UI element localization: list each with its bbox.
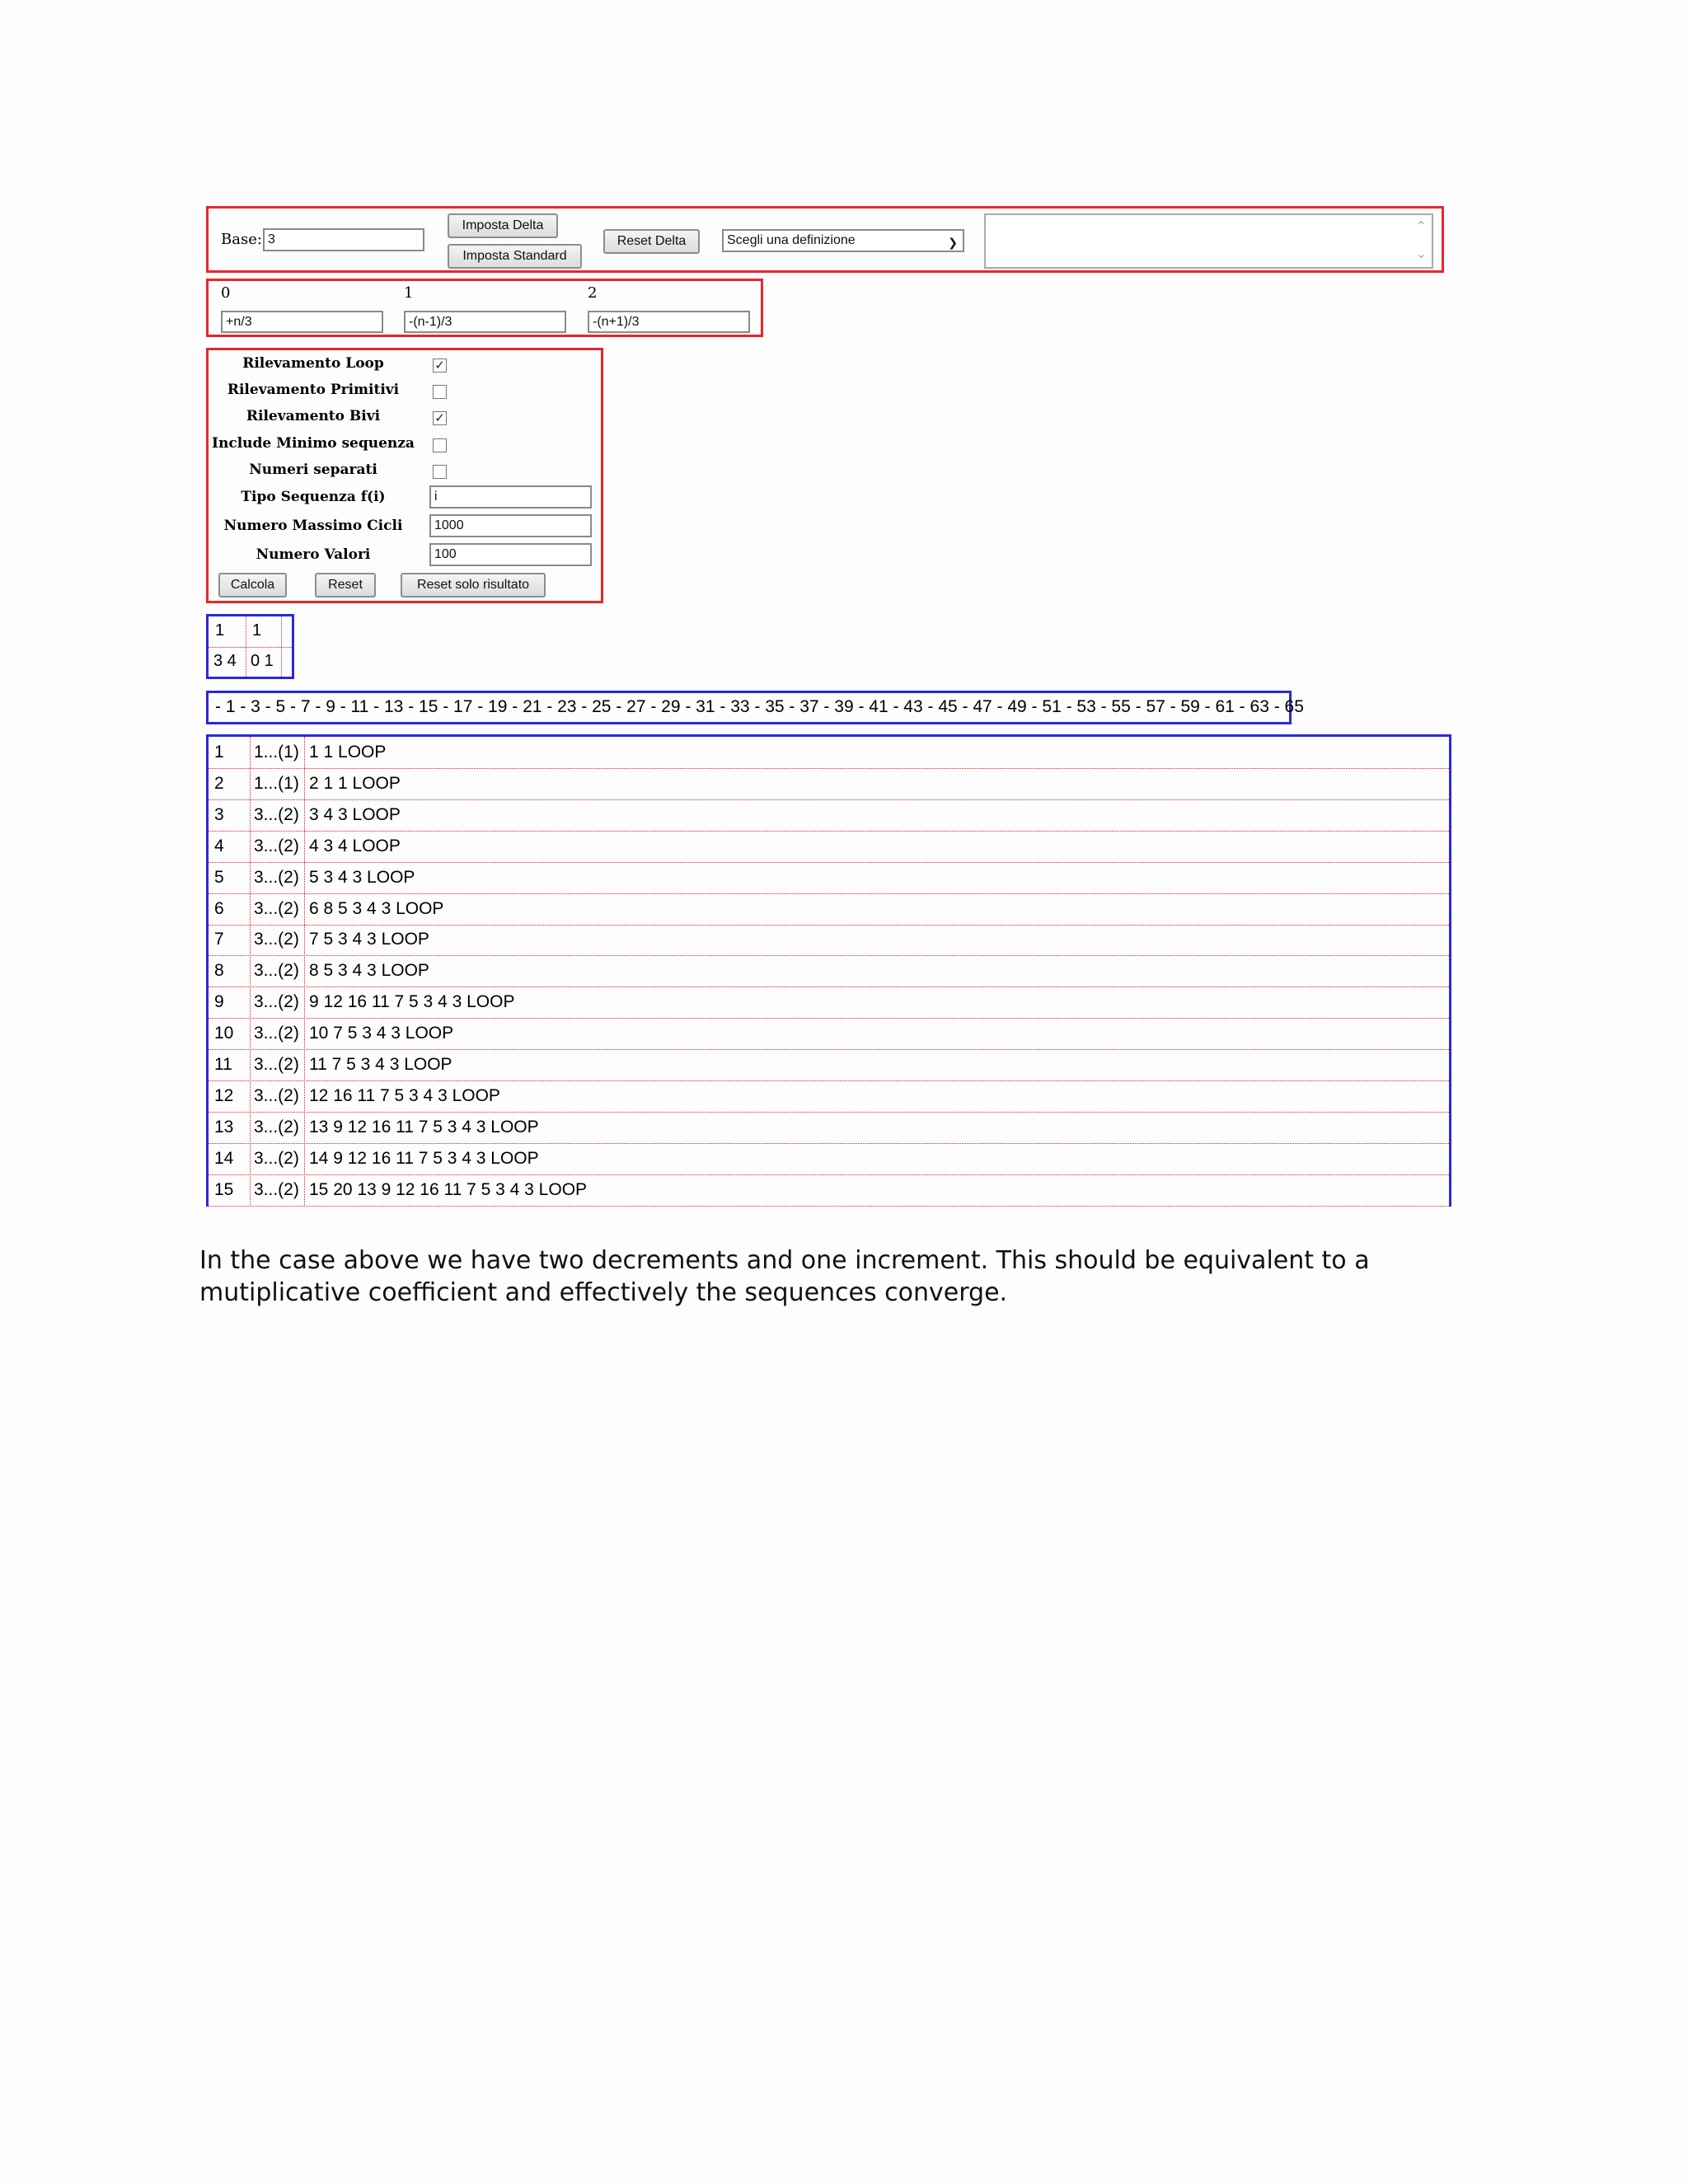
tipo-sequenza-label: Tipo Sequenza f(i): [241, 489, 386, 505]
table-row: [209, 1049, 1449, 1081]
row-number: 8: [214, 961, 224, 981]
row-number: 13: [214, 1117, 234, 1137]
table-row: [209, 862, 1449, 894]
rilevamento-loop-label: Rilevamento Loop: [242, 355, 384, 372]
row-loop: 3...(2): [254, 992, 299, 1012]
row-number: 6: [214, 898, 224, 918]
row-number: 2: [214, 773, 224, 793]
delta-header-1: 1: [404, 284, 414, 302]
summary-table: [206, 614, 294, 679]
table-row: [209, 1174, 1449, 1207]
row-loop: 3...(2): [254, 898, 299, 918]
scroll-up-icon[interactable]: ⌃: [1415, 218, 1427, 234]
options-panel: [206, 348, 603, 603]
summary-cell: 3 4: [213, 652, 237, 670]
table-row: [209, 799, 1449, 832]
table-row: [209, 924, 1449, 956]
row-sequence: 8 5 3 4 3 LOOP: [309, 961, 429, 981]
row-loop: 3...(2): [254, 804, 299, 824]
row-sequence: 12 16 11 7 5 3 4 3 LOOP: [309, 1085, 500, 1105]
numeri-separati-label: Numeri separati: [249, 462, 377, 478]
numeri-separati-checkbox[interactable]: [433, 465, 447, 479]
base-label: Base:: [221, 231, 262, 248]
reset-delta-button[interactable]: Reset Delta: [603, 229, 700, 254]
delta-input-0[interactable]: +n/3: [221, 311, 383, 333]
table-row: [209, 831, 1449, 863]
row-number: 9: [214, 992, 224, 1012]
row-loop: 3...(2): [254, 836, 299, 855]
row-loop: 3...(2): [254, 867, 299, 887]
rilevamento-bivi-checkbox[interactable]: ✓: [433, 411, 447, 425]
numero-valori-label: Numero Valori: [256, 546, 371, 563]
row-number: 1: [214, 743, 224, 762]
table-row: [209, 893, 1449, 926]
results-table: [206, 734, 1451, 1207]
summary-cell: 1: [215, 621, 225, 640]
row-number: 4: [214, 836, 224, 855]
delta-input-1[interactable]: -(n-1)/3: [404, 311, 566, 333]
row-sequence: 11 7 5 3 4 3 LOOP: [309, 1055, 452, 1074]
rilevamento-primitivi-checkbox[interactable]: [433, 385, 447, 399]
row-number: 3: [214, 804, 224, 824]
row-loop: 1...(1): [254, 773, 299, 793]
settings-panel: [206, 206, 1444, 273]
rilevamento-bivi-label: Rilevamento Bivi: [246, 408, 381, 424]
explanation-paragraph: In the case above we have two decrements and one increment. This should be equivalent to a mutiplicative coefficient and effectively the sequences converge.: [199, 1246, 1370, 1307]
summary-cell: 1: [252, 621, 262, 640]
delta-header-0: 0: [221, 284, 231, 302]
table-row: [209, 737, 1449, 769]
row-sequence: 14 9 12 16 11 7 5 3 4 3 LOOP: [309, 1148, 539, 1168]
include-minimo-checkbox[interactable]: [433, 438, 447, 452]
row-loop: 3...(2): [254, 1055, 299, 1074]
row-number: 12: [214, 1085, 234, 1105]
row-loop: 3...(2): [254, 930, 299, 949]
delta-header-2: 2: [588, 284, 598, 302]
sequence-line-box: [206, 691, 1304, 724]
row-number: 5: [214, 867, 224, 887]
table-row: [209, 987, 1449, 1019]
summary-cell: 0 1: [251, 652, 274, 670]
sequence-line: - 1 - 3 - 5 - 7 - 9 - 11 - 13 - 15 - 17 - 19 - 21 - 23 - 25 - 27 - 29 - 31 - 33 - 35 - 37 - 39 - 41 - 43 - 45 - 47 - 49 - 51 - 53 - 55 - 57 - 59 - 61 - 63 - 65: [215, 697, 1304, 716]
row-sequence: 7 5 3 4 3 LOOP: [309, 930, 429, 949]
rilevamento-loop-checkbox[interactable]: ✓: [433, 359, 447, 373]
reset-solo-risultato-button[interactable]: Reset solo risultato: [401, 573, 546, 598]
row-sequence: 3 4 3 LOOP: [309, 804, 401, 824]
definition-select[interactable]: [722, 229, 964, 252]
numero-massimo-cicli-input[interactable]: 1000: [429, 514, 592, 537]
calcola-button[interactable]: Calcola: [218, 573, 287, 598]
delta-panel: [206, 279, 763, 337]
row-number: 14: [214, 1148, 234, 1168]
definition-select-value: Scegli una definizione: [727, 233, 856, 247]
row-sequence: 9 12 16 11 7 5 3 4 3 LOOP: [309, 992, 515, 1012]
rilevamento-primitivi-label: Rilevamento Primitivi: [227, 382, 400, 398]
row-sequence: 5 3 4 3 LOOP: [309, 867, 415, 887]
tipo-sequenza-input[interactable]: i: [429, 485, 592, 509]
table-row: [209, 768, 1449, 800]
definition-textarea[interactable]: [984, 213, 1433, 269]
row-loop: 1...(1): [254, 743, 299, 762]
numero-massimo-cicli-label: Numero Massimo Cicli: [223, 518, 403, 534]
imposta-delta-button[interactable]: Imposta Delta: [448, 213, 558, 238]
row-number: 15: [214, 1179, 234, 1199]
row-loop: 3...(2): [254, 1024, 299, 1043]
base-input[interactable]: 3: [263, 228, 424, 251]
include-minimo-label: Include Minimo sequenza: [212, 435, 415, 452]
row-sequence: 10 7 5 3 4 3 LOOP: [309, 1024, 454, 1043]
row-sequence: 15 20 13 9 12 16 11 7 5 3 4 3 LOOP: [309, 1179, 588, 1199]
row-loop: 3...(2): [254, 1085, 299, 1105]
table-row: [209, 1112, 1449, 1144]
table-row: [209, 1080, 1449, 1113]
scroll-down-icon[interactable]: ⌄: [1415, 246, 1427, 261]
table-row: [209, 1018, 1449, 1050]
row-number: 7: [214, 930, 224, 949]
reset-button[interactable]: Reset: [315, 573, 376, 598]
row-sequence: 2 1 1 LOOP: [309, 773, 401, 793]
delta-input-2[interactable]: -(n+1)/3: [588, 311, 750, 333]
row-sequence: 13 9 12 16 11 7 5 3 4 3 LOOP: [309, 1117, 539, 1137]
row-number: 11: [214, 1055, 232, 1074]
row-sequence: 4 3 4 LOOP: [309, 836, 401, 855]
row-sequence: 1 1 LOOP: [309, 743, 387, 762]
table-row: [209, 955, 1449, 987]
row-number: 10: [214, 1024, 234, 1043]
chevron-down-icon: ❯: [948, 237, 958, 250]
row-loop: 3...(2): [254, 1117, 299, 1137]
row-sequence: 6 8 5 3 4 3 LOOP: [309, 898, 444, 918]
row-loop: 3...(2): [254, 1179, 299, 1199]
numero-valori-input[interactable]: 100: [429, 543, 592, 566]
table-row: [209, 1143, 1449, 1175]
row-loop: 3...(2): [254, 961, 299, 981]
row-loop: 3...(2): [254, 1148, 299, 1168]
imposta-standard-button[interactable]: Imposta Standard: [448, 244, 582, 269]
